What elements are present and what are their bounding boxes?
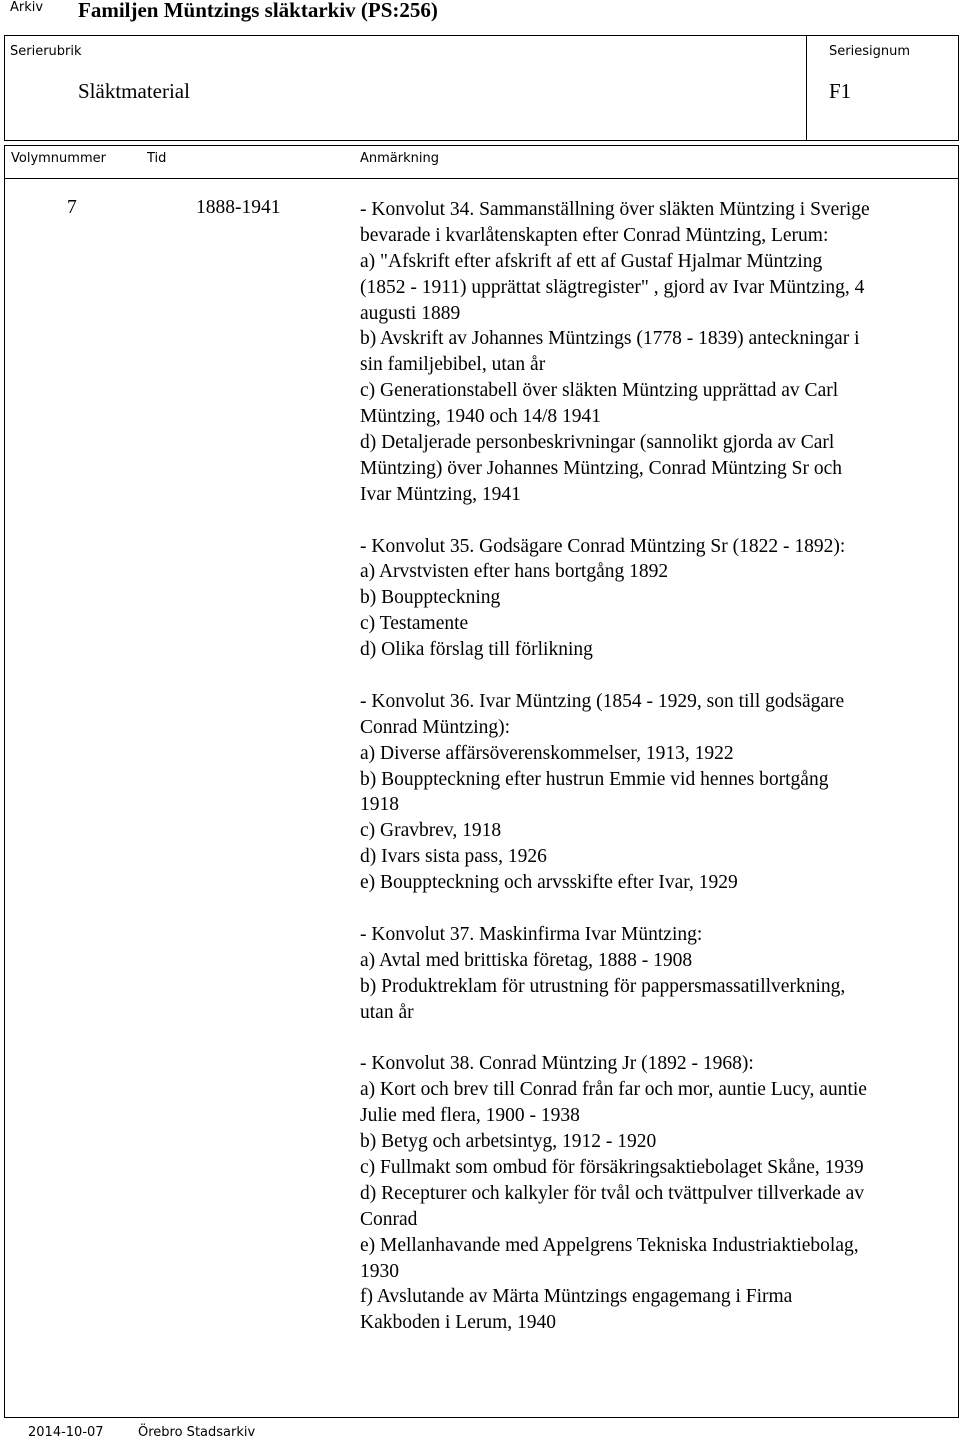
note-line: - Konvolut 37. Maskinfirma Ivar Müntzing: xyxy=(360,923,703,945)
note-line: d) Detaljerade personbeskrivningar (sannolikt gjorda av Carl xyxy=(360,432,835,454)
note-line: utan år xyxy=(360,1001,414,1023)
note-line: c) Generationstabell över släkten Müntzing upprättad av Carl xyxy=(360,380,839,402)
note-line: Ivar Müntzing, 1941 xyxy=(360,483,521,505)
note-line: Conrad Müntzing): xyxy=(360,716,511,738)
note-line: 1930 xyxy=(360,1260,399,1282)
note-line: (1852 - 1911) upprättat slägtregister" , gjord av Ivar Müntzing, 4 xyxy=(360,276,865,298)
note-line: a) Kort och brev till Conrad från far och mor, auntie Lucy, auntie xyxy=(360,1079,867,1101)
note-line: b) Betyg och arbetsintyg, 1912 - 1920 xyxy=(360,1131,657,1153)
note-line: a) Arvstvisten efter hans bortgång 1892 xyxy=(360,561,669,583)
note-line: d) Recepturer och kalkyler för tvål och tvättpulver tillverkade av xyxy=(360,1182,865,1204)
entry-notes xyxy=(360,197,952,1336)
note-line: Müntzing) över Johannes Müntzing, Conrad Müntzing Sr och xyxy=(360,457,843,479)
note-line: - Konvolut 34. Sammanställning över släkten Müntzing i Sverige xyxy=(360,199,870,220)
note-line: bevarade i kvarlåtenskapten efter Conrad Müntzing, Lerum: xyxy=(360,224,829,246)
note-line: Müntzing, 1940 och 14/8 1941 xyxy=(360,406,602,428)
note-line: e) Mellanhavande med Appelgrens Tekniska Industriaktiebolag, xyxy=(360,1234,859,1256)
series-signum-label: Seriesignum xyxy=(829,44,910,59)
note-line: a) Avtal med brittiska företag, 1888 - 1908 xyxy=(360,949,693,971)
entry-time-span: 1888-1941 xyxy=(196,197,281,218)
series-rubric-value: Släktmaterial xyxy=(78,79,190,103)
column-header-divider xyxy=(4,178,959,179)
column-header-time: Tid xyxy=(147,151,167,166)
note-line: - Konvolut 35. Godsägare Conrad Müntzing Sr (1822 - 1892): xyxy=(360,535,846,557)
note-line: c) Testamente xyxy=(360,613,469,635)
note-line: b) Produktreklam för utrustning för pappersmassatillverkning, xyxy=(360,975,846,997)
note-line: b) Bouppteckning xyxy=(360,587,501,609)
note-line: Julie med flera, 1900 - 1938 xyxy=(360,1105,580,1127)
note-line: Conrad xyxy=(360,1208,418,1230)
note-line: c) Gravbrev, 1918 xyxy=(360,820,502,842)
note-line: f) Avslutande av Märta Müntzings engagemang i Firma xyxy=(360,1286,793,1308)
note-gap xyxy=(360,508,952,534)
note-gap xyxy=(360,663,952,689)
note-line: d) Olika förslag till förlikning xyxy=(360,639,593,661)
column-header-note: Anmärkning xyxy=(360,151,439,166)
note-line: 1918 xyxy=(360,794,399,816)
archive-title: Familjen Müntzings släktarkiv (PS:256) xyxy=(78,0,438,22)
archive-label: Arkiv xyxy=(10,0,44,15)
note-line: a) Diverse affärsöverenskommelser, 1913, 1922 xyxy=(360,742,734,764)
series-divider xyxy=(806,35,807,141)
footer-archive: Örebro Stadsarkiv xyxy=(138,1425,256,1440)
note-line: sin familjebibel, utan år xyxy=(360,354,546,376)
note-line: augusti 1889 xyxy=(360,302,461,324)
note-gap xyxy=(360,1026,952,1052)
entry-volume-number: 7 xyxy=(67,197,77,218)
series-signum-value: F1 xyxy=(829,79,852,103)
footer-date: 2014-10-07 xyxy=(28,1425,104,1440)
note-line: a) "Afskrift efter afskrift af ett af Gustaf Hjalmar Müntzing xyxy=(360,250,823,272)
note-line: - Konvolut 38. Conrad Müntzing Jr (1892 - 1968): xyxy=(360,1053,754,1075)
note-line: d) Ivars sista pass, 1926 xyxy=(360,846,547,868)
note-line: e) Bouppteckning och arvsskifte efter Ivar, 1929 xyxy=(360,872,738,894)
note-line: c) Fullmakt som ombud för försäkringsaktiebolaget Skåne, 1939 xyxy=(360,1156,864,1178)
note-line: - Konvolut 36. Ivar Müntzing (1854 - 1929, son till godsägare xyxy=(360,690,845,712)
series-rubric-label: Serierubrik xyxy=(10,44,82,59)
note-line: b) Avskrift av Johannes Müntzings (1778 - 1839) anteckningar i xyxy=(360,328,860,350)
column-header-volume: Volymnummer xyxy=(11,151,106,166)
note-line: Kakboden i Lerum, 1940 xyxy=(360,1312,557,1334)
note-gap xyxy=(360,896,952,922)
note-line: b) Bouppteckning efter hustrun Emmie vid hennes bortgång xyxy=(360,768,829,790)
